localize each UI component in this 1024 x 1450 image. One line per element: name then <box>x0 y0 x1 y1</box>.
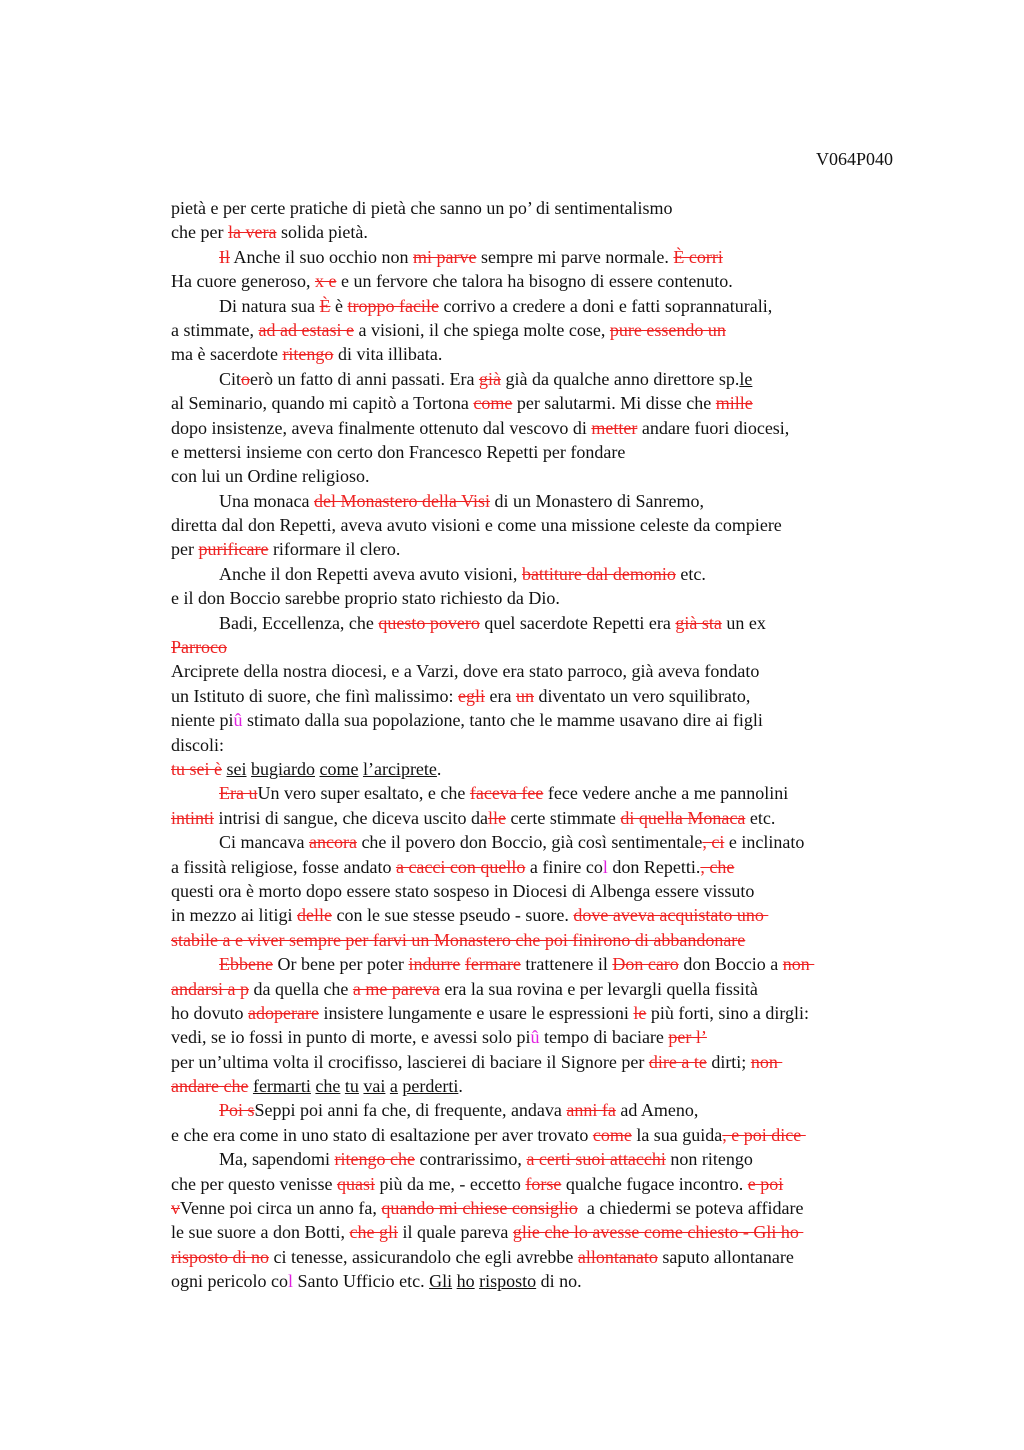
text-segment: . <box>436 758 442 779</box>
text-segment: questi ora è morto dopo essere stato sospeso in Diocesi di Albenga essere vissuto <box>171 880 755 901</box>
deleted-text: pure essendo un <box>609 319 726 340</box>
deleted-text: metter <box>591 417 638 438</box>
text-line <box>171 562 911 586</box>
deleted-text: È corri <box>673 246 723 267</box>
deleted-text: allontanato <box>577 1246 658 1267</box>
text-line <box>171 1123 911 1147</box>
text-line <box>171 830 911 854</box>
text-segment: Santo Ufficio etc. <box>292 1271 430 1292</box>
text-segment: Ha cuore generoso, <box>171 271 315 292</box>
text-line <box>171 294 911 318</box>
text-line <box>171 1025 911 1049</box>
deleted-text: battiture dal demonio <box>521 563 676 584</box>
text-segment: e che era come in uno stato di esaltazione per aver trovato <box>171 1124 593 1145</box>
deleted-text: ancora <box>308 832 357 853</box>
underlined-text: vai <box>363 1076 386 1097</box>
deleted-text: già <box>478 368 501 389</box>
text-segment: andare fuori diocesi, <box>637 417 790 438</box>
text-line <box>171 220 911 244</box>
deleted-text: andarsi a p <box>171 978 249 999</box>
text-line <box>171 952 911 976</box>
text-line <box>171 757 911 781</box>
deleted-text: come <box>592 1124 632 1145</box>
text-segment: vedi, se io fossi in punto di morte, e avessi solo pi <box>171 1027 531 1048</box>
inserted-text: û <box>233 710 243 731</box>
deleted-text: a cacci con quello <box>395 856 526 877</box>
text-segment: contrarissimo, <box>414 1149 527 1170</box>
deleted-text: Il <box>219 246 230 267</box>
text-line <box>171 464 911 488</box>
underlined-text: bugiardo <box>251 758 315 779</box>
deleted-text: delle <box>296 905 332 926</box>
deleted-text: tu sei è <box>171 758 222 779</box>
text-segment: Badi, Eccellenza, che <box>219 612 379 633</box>
deleted-text: a certi suoi attacchi <box>526 1149 666 1170</box>
text-segment: un ex <box>721 612 766 633</box>
deleted-text: fermare <box>464 954 521 975</box>
underlined-text: l’arciprete <box>362 758 437 779</box>
deleted-text: troppo facile <box>347 295 439 316</box>
text-segment: e inclinato <box>724 832 805 853</box>
text-segment: Un vero super esaltato, e che <box>257 783 470 804</box>
deleted-text: v <box>171 1198 180 1219</box>
text-segment: le sue suore a don Botti, <box>171 1222 350 1243</box>
deleted-text: Don caro <box>612 954 679 975</box>
text-segment: è <box>330 295 348 316</box>
text-line <box>171 879 911 903</box>
deleted-text: intinti <box>171 807 215 828</box>
deleted-text: stabile a e viver sempre per farvi un Monastero che poi finirono di abbandonare <box>171 929 746 950</box>
deleted-text: che gli <box>349 1222 398 1243</box>
deleted-text: Ebbene <box>219 954 273 975</box>
deleted-text: Poi s <box>219 1100 255 1121</box>
text-line <box>171 1098 911 1122</box>
deleted-text: x e <box>314 271 337 292</box>
deleted-text: purificare <box>198 539 269 560</box>
deleted-text: del Monastero della Visi <box>313 490 491 511</box>
text-segment: a chiedermi se poteva affidare <box>577 1198 804 1219</box>
text-segment: Anche il suo occhio non <box>230 246 413 267</box>
text-line <box>171 1220 911 1244</box>
text-segment: più forti, sino a dirgli: <box>646 1002 810 1023</box>
text-segment: era la sua rovina e per levargli quella fissità <box>439 978 758 999</box>
text-line <box>171 806 911 830</box>
underlined-text: perderti <box>402 1076 459 1097</box>
text-line <box>171 977 911 1001</box>
deleted-text: faceva fee <box>469 783 544 804</box>
text-line <box>171 1196 911 1220</box>
inserted-text: l <box>287 1271 293 1292</box>
deleted-text: mi parve <box>412 246 477 267</box>
text-segment: corrivo a credere a doni e fatti soprannaturali, <box>438 295 773 316</box>
text-segment: ad Ameno, <box>615 1100 699 1121</box>
text-line <box>171 586 911 610</box>
underlined-text: come <box>319 758 359 779</box>
text-line <box>171 342 911 366</box>
text-line <box>171 318 911 342</box>
text-line <box>171 1172 911 1196</box>
deleted-text: le <box>633 1002 647 1023</box>
deleted-text: e poi <box>747 1173 784 1194</box>
deleted-text: già sta <box>675 612 722 633</box>
text-line <box>171 1001 911 1025</box>
text-segment: ogni pericolo co <box>171 1271 288 1292</box>
text-segment: Arciprete della nostra diocesi, e a Varzi, dove era stato parroco, già aveva fondato <box>171 661 760 682</box>
text-segment: tempo di baciare <box>539 1027 669 1048</box>
text-segment: Anche il don Repetti aveva avuto visioni, <box>219 563 522 584</box>
deleted-text: per l’ <box>668 1027 707 1048</box>
deleted-text: , che <box>700 856 735 877</box>
text-segment: Or bene per poter <box>272 954 409 975</box>
text-line <box>171 708 911 732</box>
text-segment: Una monaca <box>219 490 314 511</box>
text-segment: diretta dal don Repetti, aveva avuto visioni e come una missione celeste da compiere <box>171 515 782 536</box>
text-line <box>171 733 911 757</box>
text-segment: trattenere il <box>520 954 613 975</box>
text-segment: Ma, sapendomi <box>219 1149 335 1170</box>
text-line <box>171 513 911 537</box>
deleted-text: andare che <box>171 1076 249 1097</box>
deleted-text: non <box>750 1051 783 1072</box>
deleted-text: a me pareva <box>352 978 440 999</box>
text-segment: saputo allontanare <box>657 1246 794 1267</box>
text-line <box>171 391 911 415</box>
deleted-text: egli <box>457 685 485 706</box>
deleted-text: dove aveva acquistato uno <box>573 905 769 926</box>
text-segment: erò un fatto di anni passati. Era <box>250 368 479 389</box>
text-segment: Di natura sua <box>219 295 320 316</box>
text-segment: già da qualche anno direttore sp. <box>500 368 740 389</box>
text-segment: Venne poi circa un anno fa, <box>180 1198 382 1219</box>
text-segment: che il povero don Boccio, già così sentimentale <box>356 832 703 853</box>
text-segment: non ritengo <box>665 1149 753 1170</box>
text-line <box>171 903 911 927</box>
text-line <box>171 416 911 440</box>
text-segment: etc. <box>675 563 706 584</box>
deleted-text: indurre <box>408 954 461 975</box>
underlined-text: risposto <box>479 1271 537 1292</box>
text-segment: da quella che <box>248 978 353 999</box>
text-segment: per salutarmi. Mi disse che <box>512 393 716 414</box>
text-line <box>171 367 911 391</box>
page-identifier: V064P040 <box>815 149 893 169</box>
deleted-text: di quella Monaca <box>620 807 746 828</box>
text-line <box>171 489 911 513</box>
text-segment: di vita illibata. <box>333 344 443 365</box>
document-body <box>171 196 911 1294</box>
underlined-text: tu <box>344 1076 359 1097</box>
text-segment: a fissità religiose, fosse andato <box>171 856 396 877</box>
text-segment: che per <box>171 222 228 243</box>
deleted-text: questo povero <box>378 612 480 633</box>
deleted-text: o <box>241 368 251 389</box>
text-line <box>171 928 911 952</box>
text-line <box>171 269 911 293</box>
deleted-text: quasi <box>336 1173 375 1194</box>
text-segment: stimato dalla sua popolazione, tanto che le mamme usavano dire ai figli <box>242 710 763 731</box>
text-segment: discoli: <box>171 734 224 755</box>
text-segment: per un’ultima volta il crocifisso, lascierei di baciare il Signore per <box>171 1051 649 1072</box>
text-segment: a visioni, il che spiega molte cose, <box>353 319 610 340</box>
text-segment: con lui un Ordine religioso. <box>171 466 370 487</box>
deleted-text: la vera <box>227 222 277 243</box>
text-segment: Ci mancava <box>219 832 309 853</box>
text-segment: al Seminario, quando mi capitò a Tortona <box>171 393 474 414</box>
text-segment: solida pietà. <box>276 222 368 243</box>
text-segment: sempre mi parve normale. <box>476 246 674 267</box>
text-segment: in mezzo ai litigi <box>171 905 297 926</box>
deleted-text: dire a te <box>648 1051 707 1072</box>
text-line <box>171 245 911 269</box>
text-segment: etc. <box>745 807 776 828</box>
text-segment: con le sue stesse pseudo - suore. <box>331 905 574 926</box>
text-segment: quel sacerdote Repetti era <box>479 612 676 633</box>
text-segment: per <box>171 539 199 560</box>
underlined-text: a <box>389 1076 398 1097</box>
text-segment: fece vedere anche a me pannolini <box>543 783 789 804</box>
text-segment: il quale pareva <box>397 1222 513 1243</box>
text-segment: ho dovuto <box>171 1002 249 1023</box>
text-segment: a finire co <box>525 856 603 877</box>
text-segment: intrisi di sangue, che diceva uscito da <box>214 807 488 828</box>
deleted-text: ritengo <box>282 344 334 365</box>
deleted-text: Parroco <box>171 637 227 658</box>
deleted-text: glie che lo avesse come chiesto - Gli ho <box>512 1222 804 1243</box>
deleted-text: anni fa <box>566 1100 616 1121</box>
text-segment: qualche fugace incontro. <box>561 1173 748 1194</box>
underlined-text: fermarti <box>252 1076 311 1097</box>
text-segment: era <box>484 685 516 706</box>
underlined-text: che <box>315 1076 341 1097</box>
text-line <box>171 855 911 879</box>
text-line <box>171 1074 911 1098</box>
text-segment: Seppi poi anni fa che, di frequente, andava <box>254 1100 567 1121</box>
underlined-text: le <box>739 368 753 389</box>
text-line <box>171 611 911 635</box>
text-line <box>171 659 911 683</box>
text-segment: dirti; <box>706 1051 751 1072</box>
deleted-text: , ci <box>702 832 725 853</box>
deleted-text: quando mi chiese consiglio <box>381 1198 578 1219</box>
deleted-text: , e poi dice <box>722 1124 806 1145</box>
text-line <box>171 440 911 464</box>
deleted-text: È <box>319 295 331 316</box>
text-segment: di un Monastero di Sanremo, <box>490 490 705 511</box>
text-line <box>171 1050 911 1074</box>
text-segment: più da me, - eccetto <box>374 1173 526 1194</box>
deleted-text: forse <box>525 1173 562 1194</box>
deleted-text: ad ad estasi e <box>258 319 354 340</box>
text-line <box>171 1147 911 1171</box>
deleted-text: Era u <box>219 783 258 804</box>
text-segment: dopo insistenze, aveva finalmente ottenuto dal vescovo di <box>171 417 592 438</box>
text-segment: insistere lungamente e usare le espressioni <box>318 1002 634 1023</box>
text-segment: ma è sacerdote <box>171 344 283 365</box>
underlined-text: sei <box>226 758 247 779</box>
text-line <box>171 684 911 708</box>
inserted-text: l <box>602 856 608 877</box>
text-line <box>171 781 911 805</box>
text-segment: a stimmate, <box>171 319 259 340</box>
text-segment: e il don Boccio sarebbe proprio stato richiesto da Dio. <box>171 588 560 609</box>
text-segment: riformare il clero. <box>268 539 401 560</box>
inserted-text: û <box>530 1027 540 1048</box>
deleted-text: non <box>782 954 815 975</box>
text-segment: diventato un vero squilibrato, <box>533 685 751 706</box>
text-line <box>171 1245 911 1269</box>
underlined-text: Gli <box>429 1271 453 1292</box>
text-segment: don Boccio a <box>678 954 783 975</box>
deleted-text: mille <box>715 393 753 414</box>
deleted-text: adoperare <box>248 1002 319 1023</box>
text-line <box>171 537 911 561</box>
text-segment: la sua guida <box>631 1124 723 1145</box>
text-segment: un Istituto di suore, che finì malissimo: <box>171 685 458 706</box>
text-line <box>171 1269 911 1293</box>
text-line <box>171 635 911 659</box>
text-segment: e un fervore che talora ha bisogno di essere contenuto. <box>336 271 733 292</box>
text-segment: . <box>458 1076 463 1097</box>
deleted-text: un <box>515 685 534 706</box>
deleted-text: ritengo che <box>334 1149 415 1170</box>
deleted-text: risposto di no <box>171 1246 270 1267</box>
text-segment: che per questo venisse <box>171 1173 337 1194</box>
text-segment: e mettersi insieme con certo don Francesco Repetti per fondare <box>171 441 626 462</box>
text-segment: Cit <box>219 368 242 389</box>
deleted-text: lle <box>487 807 506 828</box>
text-segment: niente pi <box>171 710 234 731</box>
underlined-text: ho <box>456 1271 475 1292</box>
text-segment: don Repetti. <box>607 856 701 877</box>
text-line <box>171 196 911 220</box>
text-segment: ci tenesse, assicurandolo che egli avrebbe <box>269 1246 578 1267</box>
text-segment: di no. <box>536 1271 582 1292</box>
text-segment: pietà e per certe pratiche di pietà che sanno un po’ di sentimentalismo <box>171 198 673 218</box>
text-segment: certe stimmate <box>505 807 621 828</box>
deleted-text: come <box>473 393 513 414</box>
